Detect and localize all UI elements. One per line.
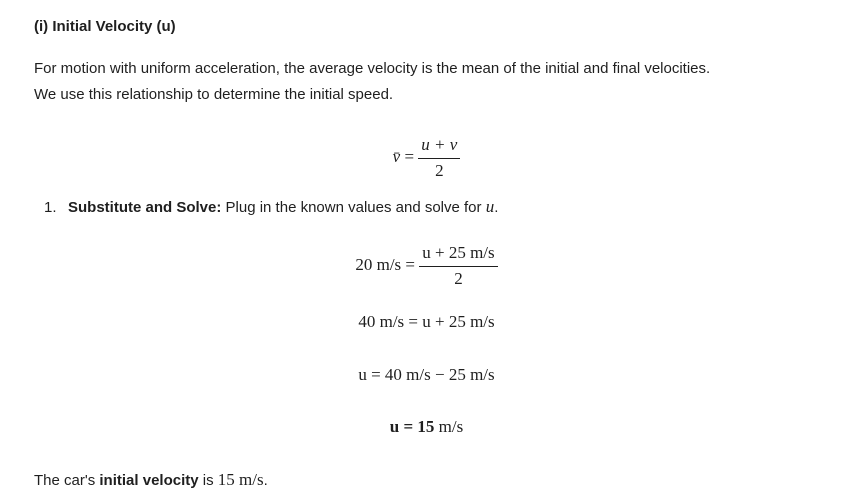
eq1-fraction xyxy=(419,243,497,289)
conclusion-bold: initial velocity xyxy=(99,472,199,489)
result-value: u = 15 xyxy=(389,417,435,436)
multiplied-equation: 40 m/s = u + 25 m/s xyxy=(358,312,495,331)
formula-equals: = xyxy=(404,146,415,166)
conclusion-sentence xyxy=(34,470,268,490)
formula-lhs: v̄ xyxy=(392,146,401,166)
eq1-numerator: u + 25 m/s xyxy=(419,243,497,267)
step-text: Plug in the known values and solve for xyxy=(221,199,486,216)
average-velocity-formula xyxy=(0,135,853,181)
substitution-equation xyxy=(0,243,853,289)
intro-paragraph: For motion with uniform acceleration, the average velocity is the mean of the initial and final velocities. We use this relationship to determine the initial speed. xyxy=(34,60,711,103)
conclusion-mid: is xyxy=(198,472,218,489)
formula-denominator: 2 xyxy=(435,161,444,180)
conclusion-value: 15 m/s xyxy=(217,470,264,489)
eq1-lhs: 20 m/s = xyxy=(355,254,415,274)
formula-numerator: u + v xyxy=(418,135,460,159)
formula-fraction xyxy=(418,135,460,181)
result-unit: m/s xyxy=(434,417,464,436)
conclusion-end: . xyxy=(263,472,268,489)
step-variable: u xyxy=(485,197,495,216)
conclusion-pre: The car's xyxy=(34,472,100,489)
eq1-denominator: 2 xyxy=(454,269,463,288)
list-marker: 1. xyxy=(44,199,57,216)
step-label: Substitute and Solve: xyxy=(68,199,222,216)
list-item-step-1 xyxy=(44,197,498,217)
section-heading: (i) Initial Velocity (u) xyxy=(34,18,176,35)
step-end: . xyxy=(494,199,499,216)
result-equation xyxy=(0,417,853,437)
rearranged-equation: u = 40 m/s − 25 m/s xyxy=(358,365,495,384)
